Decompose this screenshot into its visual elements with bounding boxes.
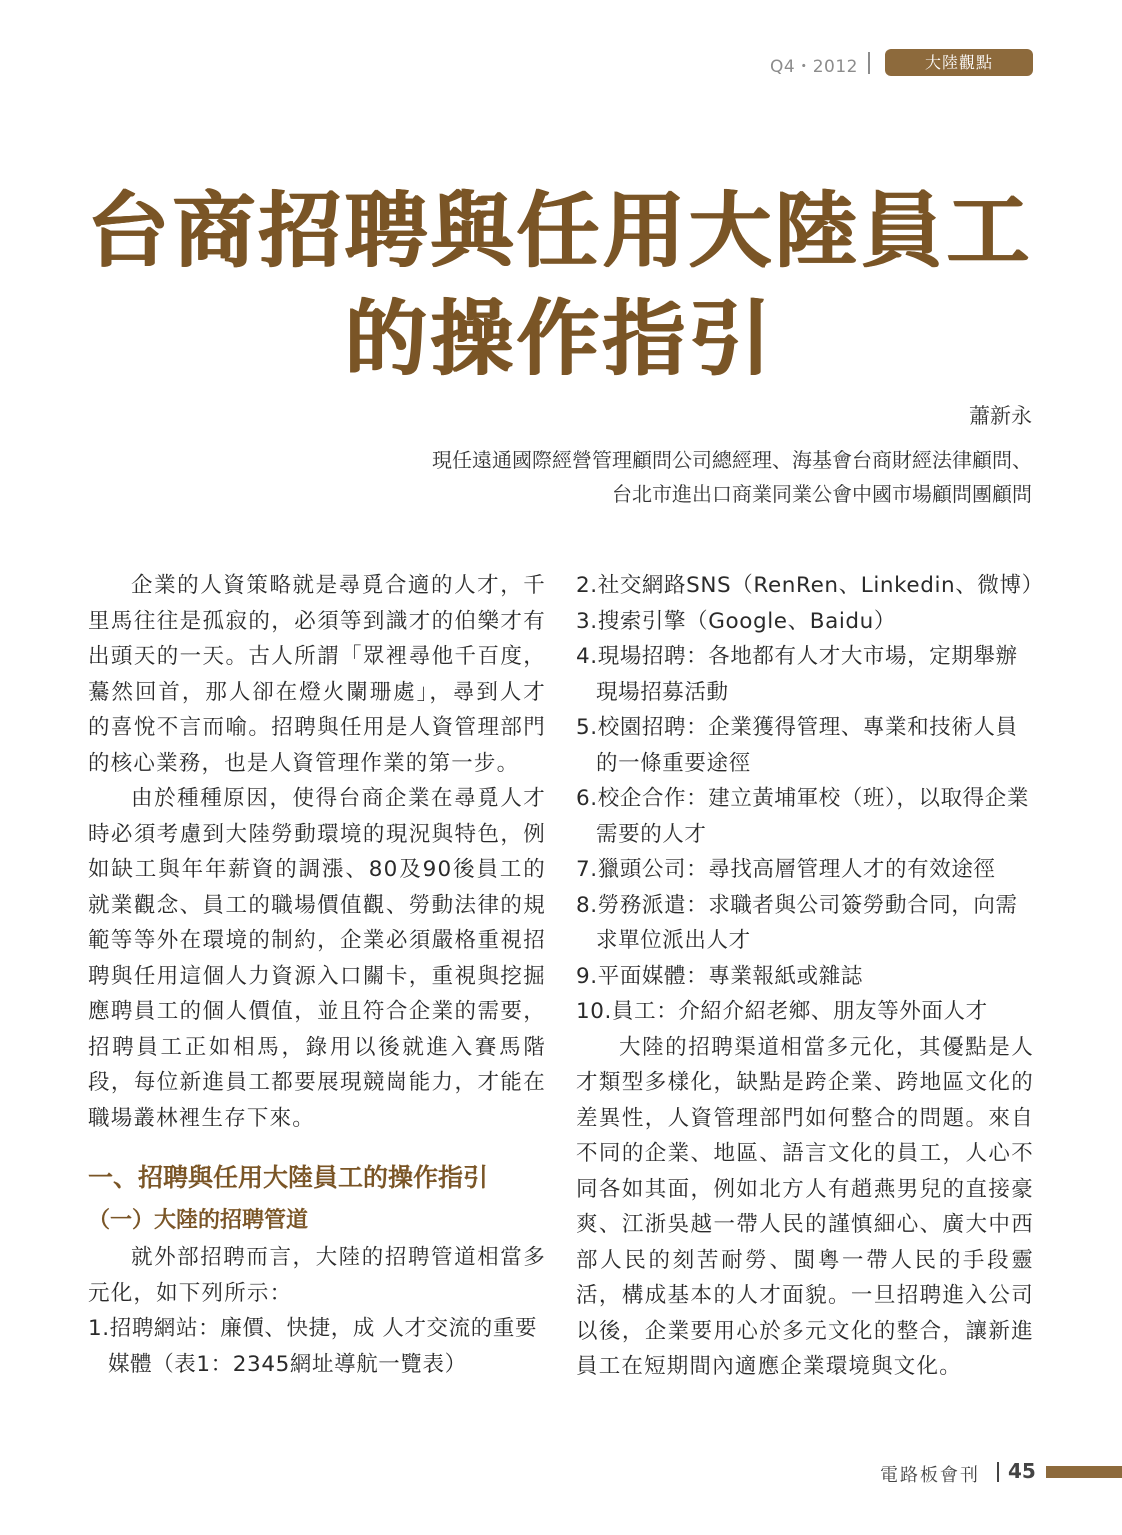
header-divider [868, 52, 870, 74]
list-item: 7.獵頭公司：尋找高層管理人才的有效途徑 [576, 857, 996, 882]
section-heading: 一、招聘與任用大陸員工的操作指引 [88, 1163, 489, 1192]
page-number: 45 [1008, 1459, 1036, 1483]
channels-intro-paragraph: 就外部招聘而言，大陸的招聘管道相當多元化，如下列所示： [88, 1245, 546, 1306]
diversity-paragraph: 大陸的招聘渠道相當多元化，其優點是人才類型多樣化，缺點是跨企業、跨地區文化的差異性，人資管理部門如何整合的問題。來自不同的企業、地區、語言文化的員工，人心不同各如其面，例如北方人有趙燕男兒的直接豪爽、江浙吳越一帶人民的謹慎細心、廣大中西部人民的刻苦耐勞、閩粵一帶人民的手段靈活，構成基本的人才面貌。一旦招聘進入公司以後，企業要用心於多元文化的整合，讓新進員工在短期間內適應企業環境與文化。 [576, 1034, 1034, 1379]
list-item: 4.現場招聘：各地都有人才大市場，定期舉辦現場招募活動 [576, 644, 1018, 705]
author-bio-line2: 台北市進出口商業同業公會中國市場顧問團顧問 [612, 482, 1032, 506]
left-column [88, 568, 546, 1382]
list-item: 6.校企合作：建立黃埔軍校（班），以取得企業需要的人才 [576, 786, 1029, 847]
subsection-heading: （一）大陸的招聘管道 [88, 1208, 309, 1233]
list-item: 2.社交網路SNS（RenRen、Linkedin、微博） [576, 573, 1044, 598]
article-title-line2: 的操作指引 [344, 292, 775, 387]
list-item: 10.員工：介紹介紹老鄉、朋友等外面人才 [576, 999, 988, 1024]
list-item: 9.平面媒體：專業報紙或雜誌 [576, 963, 863, 989]
list-item: 3.搜索引擎（Google、Baidu） [576, 608, 897, 634]
publication-name: 電路板會刊 [880, 1465, 980, 1486]
list-item: 8.勞務派遣：求職者與公司簽勞動合同，向需求單位派出人才 [576, 892, 1018, 953]
footer-accent-bar [1046, 1466, 1122, 1478]
article-title-line1: 台商招聘與任用大陸員工 [86, 184, 1033, 279]
footer-divider [997, 1462, 999, 1482]
section-tab: 大陸觀點 [885, 49, 1033, 76]
author-bio-line1: 現任遠通國際經營管理顧問公司總經理、海基會台商財經法律顧問、 [432, 448, 1032, 472]
right-column [576, 568, 1044, 1385]
issue-label: Q4・2012 [770, 57, 858, 77]
context-paragraph: 由於種種原因，使得台商企業在尋覓人才時必須考慮到大陸勞動環境的現況與特色，例如缺工與年年薪資的調漲、80及90後員工的就業觀念、員工的職場價值觀、勞動法律的規範等等外在環境的制約，企業必須嚴格重視招聘與任用這個人力資源入口關卡，重視與挖掘應聘員工的個人價值，並且符合企業的需要，招聘員工正如相馬，錄用以後就進入賽馬階段，每位新進員工都要展現競崗能力，才能在職場叢林裡生存下來。 [88, 786, 546, 1131]
author-name: 蕭新永 [969, 404, 1032, 428]
list-item: 5.校園招聘：企業獲得管理、專業和技術人員的一條重要途徑 [576, 715, 1018, 776]
intro-paragraph: 企業的人資策略就是尋覓合適的人才，千里馬往往是孤寂的，必須等到識才的伯樂才有出頭天的一天。古人所謂「眾裡尋他千百度，驀然回首，那人卻在燈火闌珊處」，尋到人才的喜悅不言而喻。招聘與任用是人資管理部門的核心業務，也是人資管理作業的第一步。 [88, 573, 546, 776]
list-item: 1.招聘網站：廉價、快捷，成 人才交流的重要媒體（表1：2345網址導航一覽表） [88, 1316, 538, 1377]
